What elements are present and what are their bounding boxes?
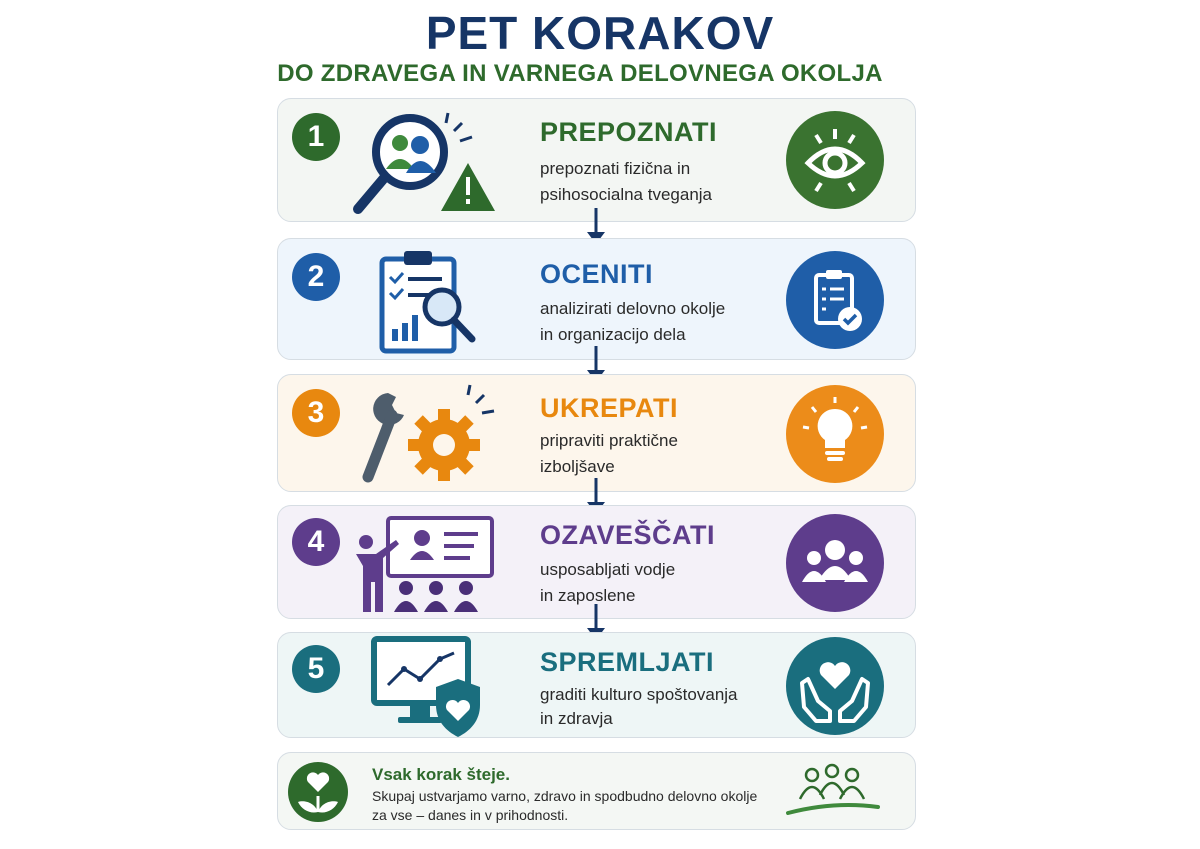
step-description-line1: pripraviti praktične xyxy=(540,431,678,450)
step-card-3 xyxy=(277,374,916,492)
step-card-5 xyxy=(277,632,916,738)
step-card-1 xyxy=(277,98,916,222)
step-number-badge: 4 xyxy=(292,518,340,566)
step-description-line2: izboljšave xyxy=(540,457,615,476)
heart-hands-icon xyxy=(786,637,884,735)
step-description-line1: analizirati delovno okolje xyxy=(540,299,726,318)
step-number-badge: 2 xyxy=(292,253,340,301)
step-card-2 xyxy=(277,238,916,360)
step-number-badge: 3 xyxy=(292,389,340,437)
footer-card xyxy=(277,752,916,830)
eye-icon xyxy=(786,111,884,209)
step-title: OZAVEŠČATI xyxy=(540,520,716,550)
lightbulb-icon xyxy=(786,385,884,483)
footer-text-line2: za vse – danes in v prihodnosti. xyxy=(372,807,569,823)
step-title: SPREMLJATI xyxy=(540,647,715,677)
presenter-audience-icon xyxy=(348,508,498,618)
step-title: PREPOZNATI xyxy=(540,117,718,147)
step-description-line2: in zaposlene xyxy=(540,586,636,605)
step-card-4 xyxy=(277,505,916,619)
step-description-line2: psihosocialna tveganja xyxy=(540,185,713,204)
step-number-badge: 5 xyxy=(292,645,340,693)
clipboard-magnifier-icon xyxy=(348,245,498,355)
step-description-line1: usposabljati vodje xyxy=(540,560,676,579)
monitor-chart-shield-icon xyxy=(348,633,498,743)
heart-leaves-icon xyxy=(288,762,348,822)
page-subtitle: DO ZDRAVEGA IN VARNEGA DELOVNEGA OKOLJA xyxy=(277,60,883,87)
step-description-line2: in zdravja xyxy=(540,709,613,728)
step-description-line1: prepoznati fizična in xyxy=(540,159,691,178)
step-title: OCENITI xyxy=(540,259,654,289)
clipboard-check-icon xyxy=(786,251,884,349)
step-number-badge: 1 xyxy=(292,113,340,161)
group-icon xyxy=(786,514,884,612)
people-group-icon xyxy=(782,761,882,821)
page-title: PET KORAKOV xyxy=(425,7,775,59)
magnifier-people-warning-icon xyxy=(348,107,498,217)
footer-text-line1: Skupaj ustvarjamo varno, zdravo in spodbudno delovno okolje xyxy=(372,788,758,804)
wrench-gear-icon xyxy=(348,379,498,489)
step-description-line1: graditi kulturo spoštovanja xyxy=(540,685,738,704)
footer-heading: Vsak korak šteje. xyxy=(372,765,510,784)
step-title: UKREPATI xyxy=(540,393,678,423)
step-description-line2: in organizacijo dela xyxy=(540,325,686,344)
